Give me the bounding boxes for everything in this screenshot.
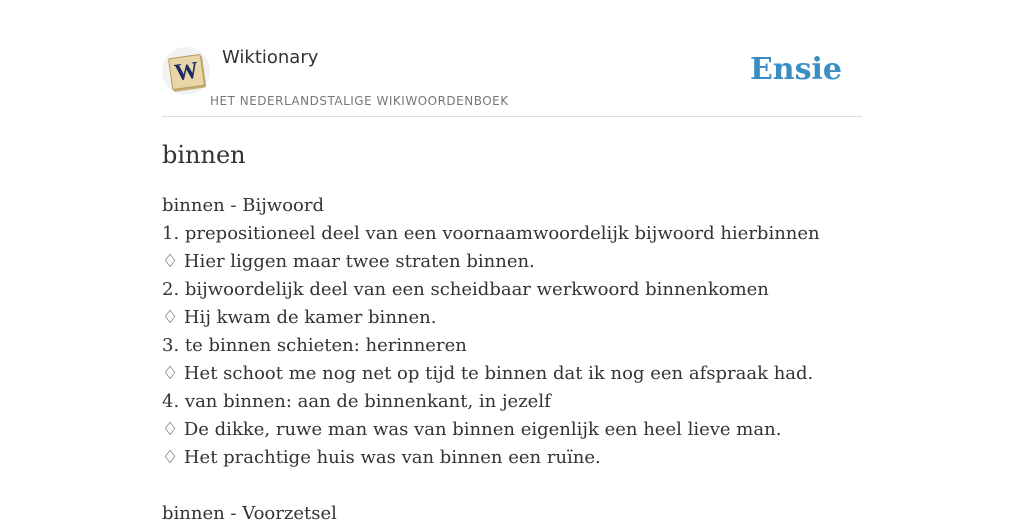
site-name[interactable]: Wiktionary [222, 47, 319, 68]
entry-heading: binnen - Voorzetsel [162, 503, 337, 524]
entry-spacer [162, 472, 862, 500]
definition-line: 2. bijwoordelijk deel van een scheidbaar werkwoord binnenkomen [162, 279, 769, 300]
definition-line: 1. prepositioneel deel van een voornaamwoordelijk bijwoord hierbinnen [162, 223, 820, 244]
example-line: ♢ De dikke, ruwe man was van binnen eigenlijk een heel lieve man. [162, 419, 782, 440]
definition-line: 4. van binnen: aan de binnenkant, in jezelf [162, 391, 551, 412]
site-tagline: HET NEDERLANDSTALIGE WIKIWOORDENBOEK [210, 94, 509, 108]
entry-content [162, 192, 862, 528]
example-line: ♢ Het prachtige huis was van binnen een ruïne. [162, 447, 601, 468]
ensie-brand-link[interactable]: Ensie [749, 52, 842, 87]
example-line: ♢ Hier liggen maar twee straten binnen. [162, 251, 535, 272]
site-header [162, 44, 862, 117]
example-line: ♢ Het schoot me nog net op tijd te binnen dat ik nog een afspraak had. [162, 363, 814, 384]
logo-tile-icon: W [168, 54, 205, 90]
entry-heading: binnen - Bijwoord [162, 195, 325, 216]
page-title: binnen [162, 141, 246, 169]
example-line: ♢ Hij kwam de kamer binnen. [162, 307, 437, 328]
wiktionary-logo[interactable] [162, 47, 210, 95]
definition-line: 3. te binnen schieten: herinneren [162, 335, 467, 356]
